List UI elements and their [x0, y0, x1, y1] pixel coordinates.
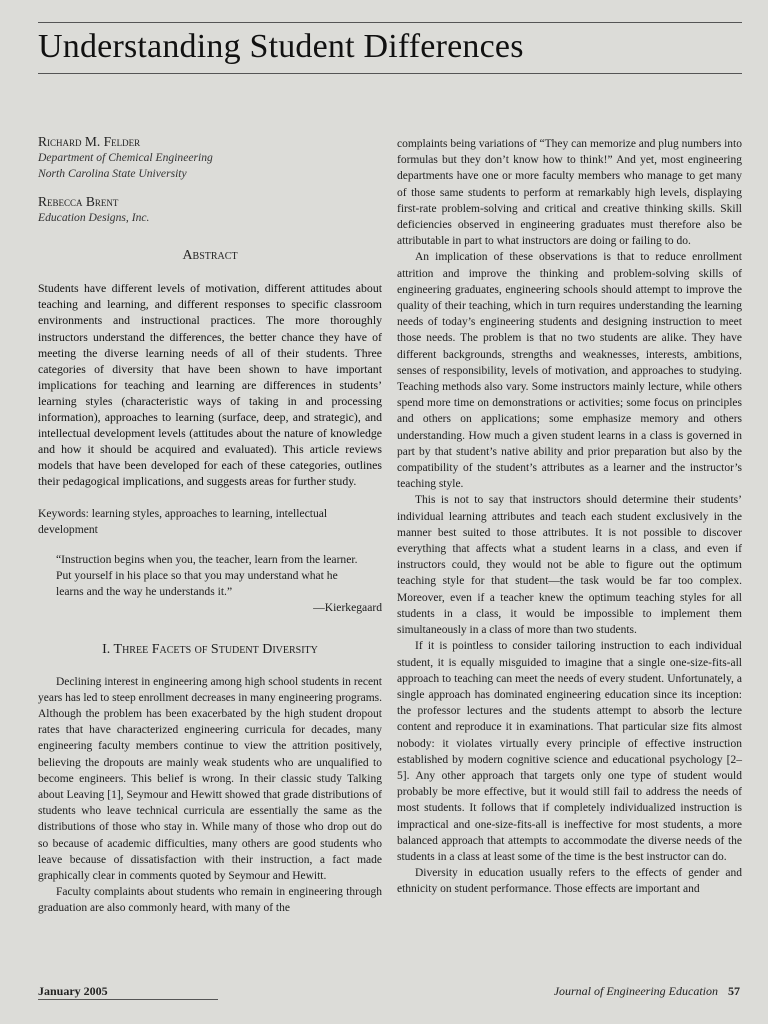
body-paragraph: Faculty complaints about students who remain in engineering through graduation are also commonly heard, with many of the — [38, 886, 382, 915]
footer-rule — [38, 999, 218, 1000]
author-department: Department of Chemical Engineering — [38, 151, 213, 165]
body-paragraph: Diversity in education usually refers to the effects of gender and ethnicity on student performance. Those effects are important and — [397, 867, 742, 896]
abstract-text: Students have different levels of motivation, different attitudes about teaching and learning, and different responses to specific classroom environments and instructional practices. The more thoroughly instructors understand the differences, the better chance they have of meeting the diverse learning needs of all of their students. Three categories of diversity that have been shown to have important implications for teaching and learning are differences in students’ learning styles (characteristic ways of taking in and processing information), approaches to learning (surface, deep, and strategic), and intellectual development levels (attitudes about the nature of knowledge and how it should be acquired and evaluated). This article reviews models that have been developed for each of these categories, outlines their pedagogical implications, and suggests areas for further study. — [38, 281, 382, 489]
left-column — [38, 134, 382, 917]
section-heading: I. Three Facets of Student Diversity — [102, 641, 318, 657]
body-paragraph: Declining interest in engineering among high school students in recent years has led to steep enrollment decreases in many engineering programs. Although the problem has been exacerbated by the high student dropout rates that have characterized engineering curricula for decades, many engineering faculty members continue to view the attrition positively, believing the dropouts are mainly weak students who are unqualified to become engineers. This belief is wrong. In their classic study Talking about Leaving [1], Seymour and Hewitt showed that grade distributions of students who leave technical curricula are essentially the same as the distributions of those who stay in. While many of those who drop out do so because of academic difficulties, many others are good students who leave because of dissatisfaction with their instruction, a fact made graphically clear in comments quoted by Seymour and Hewitt. — [38, 675, 382, 883]
epigraph-quote: “Instruction begins when you, the teacher, learn from the learner. Put yourself in his place so that you may understand what he learns and the way he understands it.” — [56, 552, 358, 598]
epigraph-author: —Kierkegaard — [313, 600, 382, 614]
page-number: 57 — [728, 984, 740, 998]
keywords-label: Keywords: — [38, 506, 89, 520]
right-column — [397, 136, 742, 898]
body-paragraph: If it is pointless to consider tailoring instruction to each individual student, it is equally misguided to imagine that a single one-size-fits-all approach to teaching can meet the needs of every student. Unfortunately, a single approach has dominated engineering education since its inception: the professor lectures and the students attempt to absorb the lecture content and reproduce it in examinations. That particular size fits almost nobody: it violates virtually every principle of effective instruction established by modern cognitive science and educational psychology [2–5]. Any other approach that targets only one type of student would probably be more effective, but it would still fail to address the needs of most students. It follows that if completely individualized instruction is impractical and one-size-fits-all is ineffective for most students, a more balanced approach that attempts to accommodate the diverse needs of the students in a class at least some of the time is the best instructor can do. — [397, 640, 742, 863]
journal-name: Journal of Engineering Education — [553, 984, 718, 998]
author-name: Rebecca Brent — [38, 194, 119, 210]
title-top-rule — [38, 22, 742, 23]
keywords — [38, 506, 382, 538]
author-institution: Education Designs, Inc. — [38, 211, 150, 225]
footer-journal — [554, 984, 740, 999]
author-institution: North Carolina State University — [38, 167, 187, 181]
keywords-text: learning styles, approaches to learning, intellectual development — [38, 506, 328, 536]
article-title: Understanding Student Differences — [38, 28, 524, 65]
title-bottom-rule — [38, 73, 742, 74]
author-name: Richard M. Felder — [38, 134, 141, 149]
footer-date: January 2005 — [38, 984, 108, 998]
abstract-heading: Abstract — [182, 248, 238, 264]
body-paragraph: An implication of these observations is that to reduce enrollment attrition and improve the thinking and problem-solving skills of engineering graduates, engineering schools should attempt to improve the quality of their teaching, which in turn requires understanding the learning needs of today’s engineering students and designing instruction to meet those needs. The problem is that no two students are alike. They have different backgrounds, strengths and weaknesses, interests, ambitions, senses of responsibility, levels of motivation, and approaches to studying. Teaching methods also vary. Some instructors mainly lecture, while others spend more time on demonstrations or activities; some focus on principles and others on applications; some emphasize memory and others understanding. How much a given student learns in a class is governed in part by that student’s native ability and prior preparation but also by the compatibility of the student’s attributes as a learner and the instructor’s teaching style. — [397, 251, 742, 491]
body-paragraph: complaints being variations of “They can memorize and plug numbers into formulas but they don’t know how to think!” And yet, most engineering departments have one or more faculty members who manage to get many of those same students to perform at remarkably high levels, displaying first-rate problem-solving and critical and creative thinking skills. Skill deficiencies observed in engineering graduates must therefore also be attributable in part to what instructors are doing or failing to do. — [397, 138, 742, 248]
body-paragraph: This is not to say that instructors should determine their students’ individual learning attributes and teach each student exclusively in the manner best suited to those attributes. It is not possible to discover everything that affects what a student learns in a class, and even if instructors could, they would not be able to figure out the optimum teaching style for that student—the task would be far too complex. Moreover, even if a teacher knew the optimum teaching styles for all students in a class, it would be impossible to implement them simultaneously in a class of more than two students. — [397, 494, 742, 637]
